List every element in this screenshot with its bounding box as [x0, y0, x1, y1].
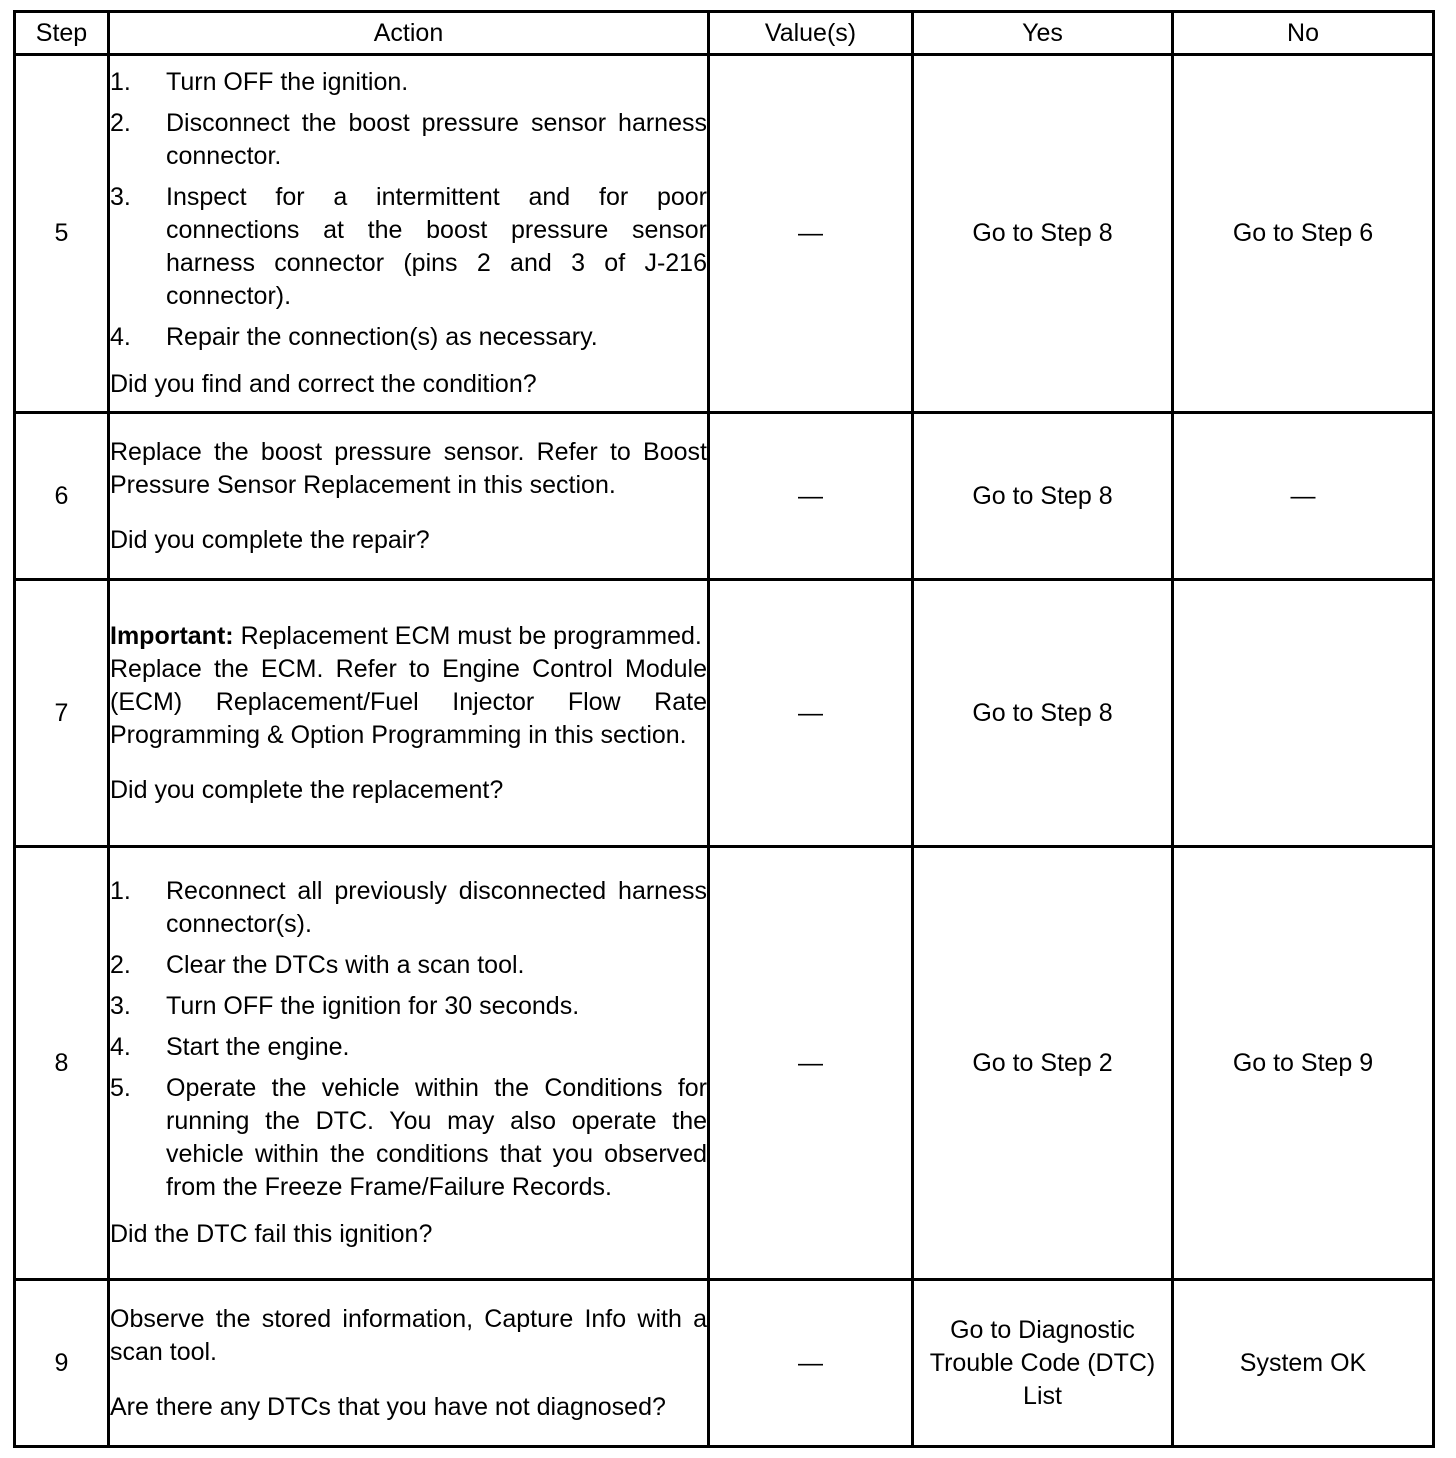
- action-cell: [109, 413, 709, 580]
- action-text: Replace the ECM. Refer to Engine Control Module (ECM) Replacement/Fuel Injector Flow Rate Programming & Option Programming in this section.: [110, 654, 707, 749]
- list-item: [110, 321, 707, 354]
- question-text: Did you complete the repair?: [110, 525, 430, 554]
- action-cell: [109, 1280, 709, 1447]
- important-label: Important:: [110, 621, 234, 650]
- step-number: 8: [15, 847, 109, 1280]
- step-number: 7: [15, 580, 109, 847]
- list-number: 1.: [110, 68, 131, 96]
- header-values: Value(s): [709, 12, 913, 55]
- value-cell: —: [709, 1280, 913, 1447]
- no-cell: [1173, 580, 1434, 847]
- list-item: [110, 1072, 707, 1204]
- question-text: Did you find and correct the condition?: [110, 370, 537, 398]
- diagnostic-table-container: [13, 10, 1435, 1448]
- question-text: Did you complete the replacement?: [110, 775, 504, 804]
- list-number: 4.: [110, 1033, 131, 1061]
- table-row: [15, 55, 1434, 413]
- list-text: Disconnect the boost pressure sensor harness connector.: [166, 109, 707, 170]
- question-text: Are there any DTCs that you have not diagnosed?: [110, 1392, 666, 1421]
- yes-cell: Go to Step 2: [913, 847, 1173, 1280]
- list-text: Clear the DTCs with a scan tool.: [166, 951, 525, 979]
- no-cell: Go to Step 6: [1173, 55, 1434, 413]
- list-text: Turn OFF the ignition.: [166, 68, 409, 96]
- list-text: Repair the connection(s) as necessary.: [166, 323, 598, 351]
- yes-cell: Go to Step 8: [913, 55, 1173, 413]
- header-yes: Yes: [913, 12, 1173, 55]
- action-cell: [109, 55, 709, 413]
- step-number: 6: [15, 413, 109, 580]
- action-cell: [109, 847, 709, 1280]
- list-number: 2.: [110, 951, 131, 979]
- list-text: Start the engine.: [166, 1033, 350, 1061]
- no-cell: System OK: [1173, 1280, 1434, 1447]
- yes-cell: Go to Step 8: [913, 413, 1173, 580]
- action-list: [110, 875, 707, 1251]
- action-list: [110, 66, 707, 401]
- list-number: 3.: [110, 992, 131, 1020]
- important-note: [110, 620, 707, 653]
- table-row: [15, 1280, 1434, 1447]
- header-step: Step: [15, 12, 109, 55]
- value-cell: —: [709, 55, 913, 413]
- list-number: 1.: [110, 877, 131, 905]
- list-number: 2.: [110, 109, 131, 137]
- action-text: Replace the boost pressure sensor. Refer to Boost Pressure Sensor Replacement in this section.: [110, 437, 707, 499]
- table-row: [15, 580, 1434, 847]
- list-item: [110, 1031, 707, 1064]
- list-text: Reconnect all previously disconnected harness connector(s).: [166, 877, 707, 938]
- no-cell: Go to Step 9: [1173, 847, 1434, 1280]
- question-text: Did the DTC fail this ignition?: [110, 1220, 433, 1248]
- value-cell: —: [709, 413, 913, 580]
- list-text: Turn OFF the ignition for 30 seconds.: [166, 992, 580, 1020]
- diagnostic-table: [13, 10, 1435, 1448]
- action-text: Observe the stored information, Capture Info with a scan tool.: [110, 1304, 707, 1366]
- value-cell: —: [709, 847, 913, 1280]
- important-text: Replacement ECM must be programmed.: [240, 621, 702, 650]
- value-cell: —: [709, 580, 913, 847]
- step-number: 9: [15, 1280, 109, 1447]
- header-row: [15, 12, 1434, 55]
- list-item: [110, 949, 707, 982]
- list-item: [110, 107, 707, 173]
- list-number: 4.: [110, 323, 131, 351]
- list-text: Inspect for a intermittent and for poor connections at the boost pressure sensor harness connector (pins 2 and 3 of J-216 connector).: [166, 183, 707, 310]
- step-number: 5: [15, 55, 109, 413]
- list-item: [110, 875, 707, 941]
- table-row: [15, 847, 1434, 1280]
- list-number: 3.: [110, 183, 131, 211]
- list-item: [110, 990, 707, 1023]
- list-item: [110, 66, 707, 99]
- header-no: No: [1173, 12, 1434, 55]
- yes-cell: Go to Step 8: [913, 580, 1173, 847]
- table-row: [15, 413, 1434, 580]
- yes-cell: Go to Diagnostic Trouble Code (DTC) List: [913, 1280, 1173, 1447]
- list-number: 5.: [110, 1074, 131, 1102]
- list-item: [110, 181, 707, 313]
- action-cell: [109, 580, 709, 847]
- header-action: Action: [109, 12, 709, 55]
- list-text: Operate the vehicle within the Conditions for running the DTC. You may also operate the vehicle within the conditions that you observed from the Freeze Frame/Failure Records.: [166, 1074, 707, 1201]
- no-cell: —: [1173, 413, 1434, 580]
